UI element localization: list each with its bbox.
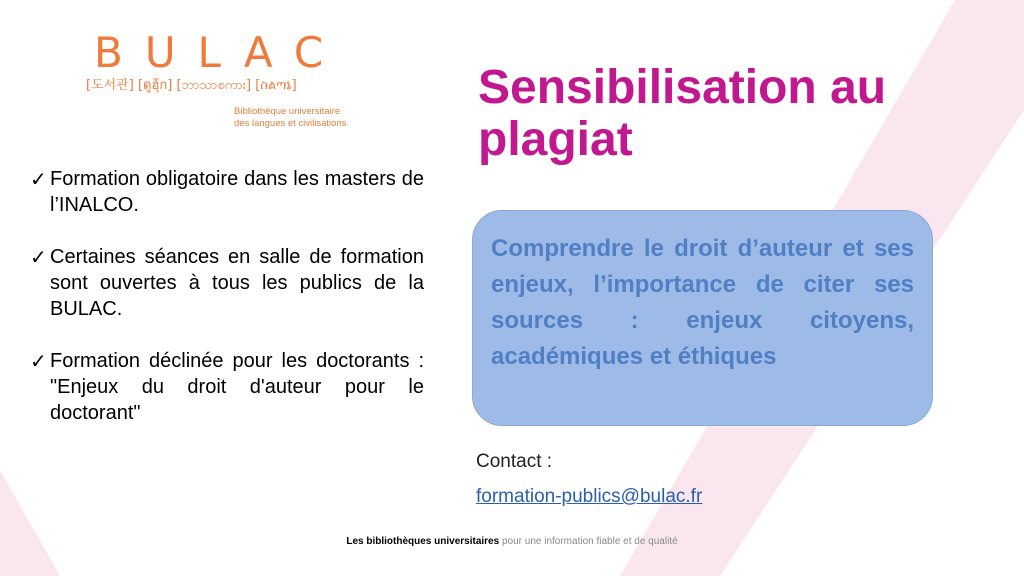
checkmark-icon: ✓ [30, 349, 47, 373]
bullet-text: Certaines séances en salle de formation sont ouvertes à tous les publics de la BULAC. [50, 246, 424, 320]
footer-rest: pour une information fiable et de qualité [499, 536, 678, 547]
highlight-box [472, 210, 933, 426]
logo-scripts: [도서관] [ดูฮุ้ก] [ဘာသာစကား] [ስልጣኔ] [86, 78, 297, 93]
highlight-text: Comprendre le droit d’auteur et ses enjeux, l’importance de citer ses sources : enjeux citoyens, académiques et éthiques [491, 235, 914, 370]
bullet-text: Formation déclinée pour les doctorants : "Enjeux du droit d'auteur pour le doctorant" [50, 350, 424, 424]
checkmark-icon: ✓ [30, 245, 47, 269]
logo-tagline-line1: Bibliothèque universitaire [234, 106, 341, 117]
list-item [30, 244, 424, 322]
footer-text [336, 535, 688, 548]
title-line1: Sensibilisation au [478, 61, 887, 114]
page-title [478, 62, 978, 166]
footer-bold: Les bibliothèques universitaires [346, 536, 500, 547]
list-item [30, 348, 424, 426]
title-line2: plagiat [478, 113, 633, 166]
checkmark-icon: ✓ [30, 167, 47, 191]
logo-tagline-line2: des langues et civilisations [234, 118, 347, 129]
list-item [30, 166, 424, 218]
logo-tagline [234, 106, 394, 130]
logo-wordmark: BULAC [94, 28, 346, 77]
contact-label: Contact : [476, 451, 553, 472]
bullet-text: Formation obligatoire dans les masters de l’INALCO. [50, 168, 424, 216]
contact-email-link[interactable]: formation-publics@bulac.fr [476, 486, 703, 507]
bulac-logo [86, 28, 386, 138]
bullet-list [30, 166, 424, 452]
